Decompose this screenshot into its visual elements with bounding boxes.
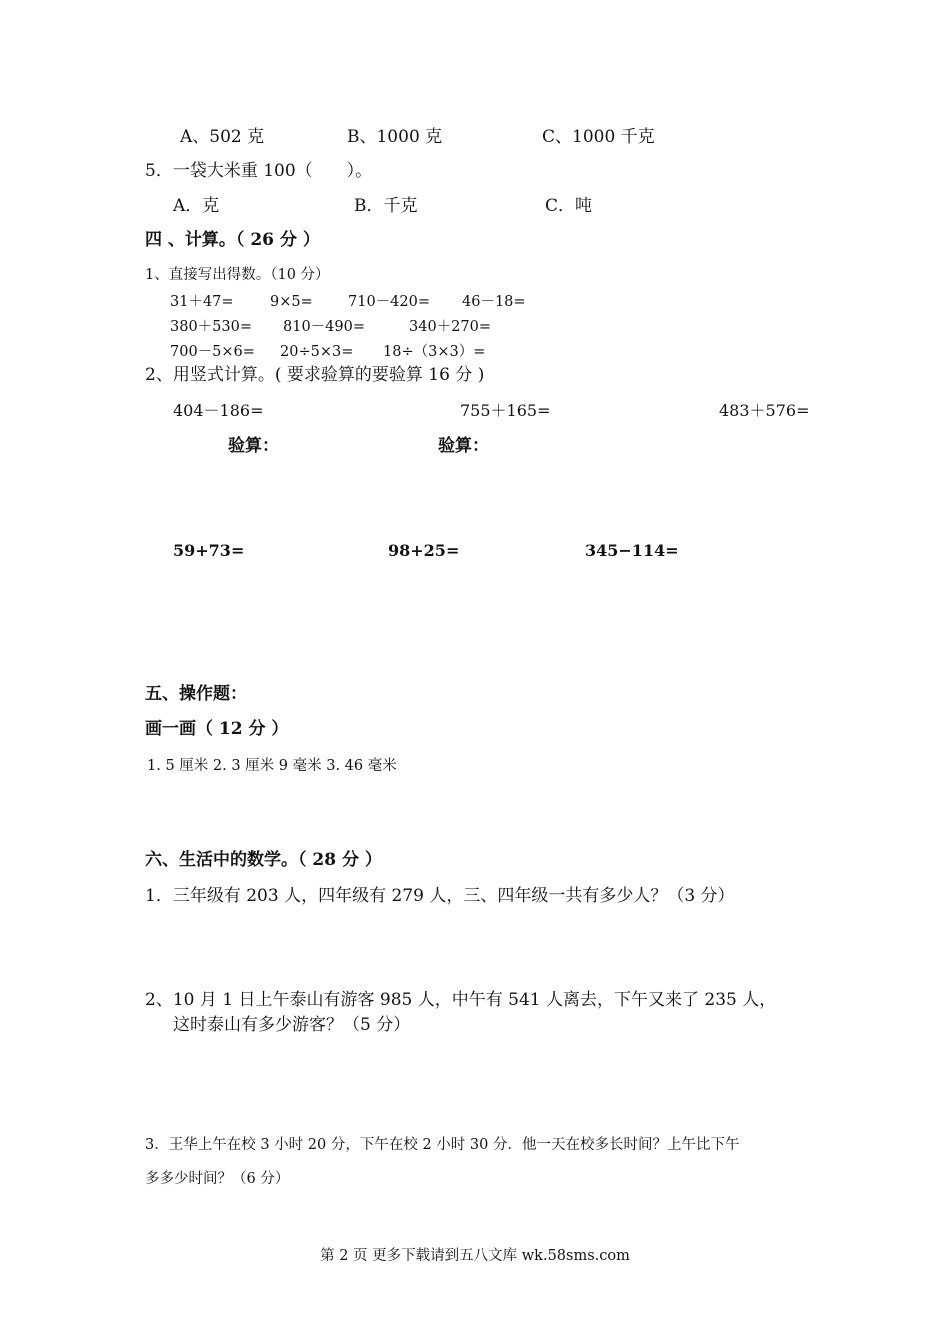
section6-q2-line1: 2、10 月 1 日上午泰山有游客 985 人，中午有 541 人离去，下午又来了 235 人， [145,990,777,1010]
vertical-calc-item: 98+25= [388,541,460,560]
oral-calc-item: 31＋47= [170,294,234,310]
section6-title: 六、生活中的数学。（ 28 分 ） [145,850,382,870]
q5-question: 5．一袋大米重 100（ ）。 [145,161,373,181]
oral-calc-item: 46－18= [462,294,526,310]
vertical-calc-item: 404－186= [173,401,264,420]
section5-draw: 画一画（ 12 分 ） [145,719,289,739]
section4-sub1: 1、直接写出得数。（10 分） [145,267,330,283]
oral-calc-item: 340＋270= [409,319,492,335]
oral-calc-item: 810－490= [283,319,366,335]
q4-option-a: A、502 克 [180,127,265,147]
vertical-calc-item: 345−114= [585,541,679,560]
vertical-calc-item: 755＋165= [460,401,551,420]
check-label: 验算： [438,436,489,456]
section5-title: 五、操作题： [145,684,247,704]
q4-option-b: B、1000 克 [347,127,443,147]
oral-calc-item: 18÷（3×3）= [383,344,486,360]
oral-calc-item: 20÷5×3= [280,344,354,360]
section6-q2-line2: 这时泰山有多少游客？（5 分） [173,1015,411,1035]
q5-option-c: C．吨 [545,196,593,216]
oral-calc-item: 710－420= [348,294,431,310]
section6-q3-line2: 多多少时间？（6 分） [145,1171,290,1187]
oral-calc-item: 380＋530= [170,319,253,335]
q5-option-a: A．克 [173,196,220,216]
q4-option-c: C、1000 千克 [542,127,655,147]
section5-items: 1. 5 厘米 2. 3 厘米 9 毫米 3. 46 毫米 [147,758,397,774]
section4-sub2: 2、用竖式计算。( 要求验算的要验算 16 分 ) [145,365,485,385]
section6-q1: 1．三年级有 203 人，四年级有 279 人，三、四年级一共有多少人？（3 分） [145,886,735,906]
q5-option-b: B．千克 [354,196,418,216]
check-label: 验算： [228,436,279,456]
section6-q3-line1: 3．王华上午在校 3 小时 20 分，下午在校 2 小时 30 分．他一天在校多长时间？上午比下午 [145,1137,740,1153]
oral-calc-item: 9×5= [270,294,313,310]
section4-title: 四 、计算。（ 26 分 ） [145,230,320,250]
oral-calc-item: 700－5×6= [170,344,255,360]
vertical-calc-item: 483＋576= [719,401,810,420]
vertical-calc-item: 59+73= [173,541,245,560]
page-footer: 第 2 页 更多下载请到五八文库 wk.58sms.com [320,1248,630,1264]
